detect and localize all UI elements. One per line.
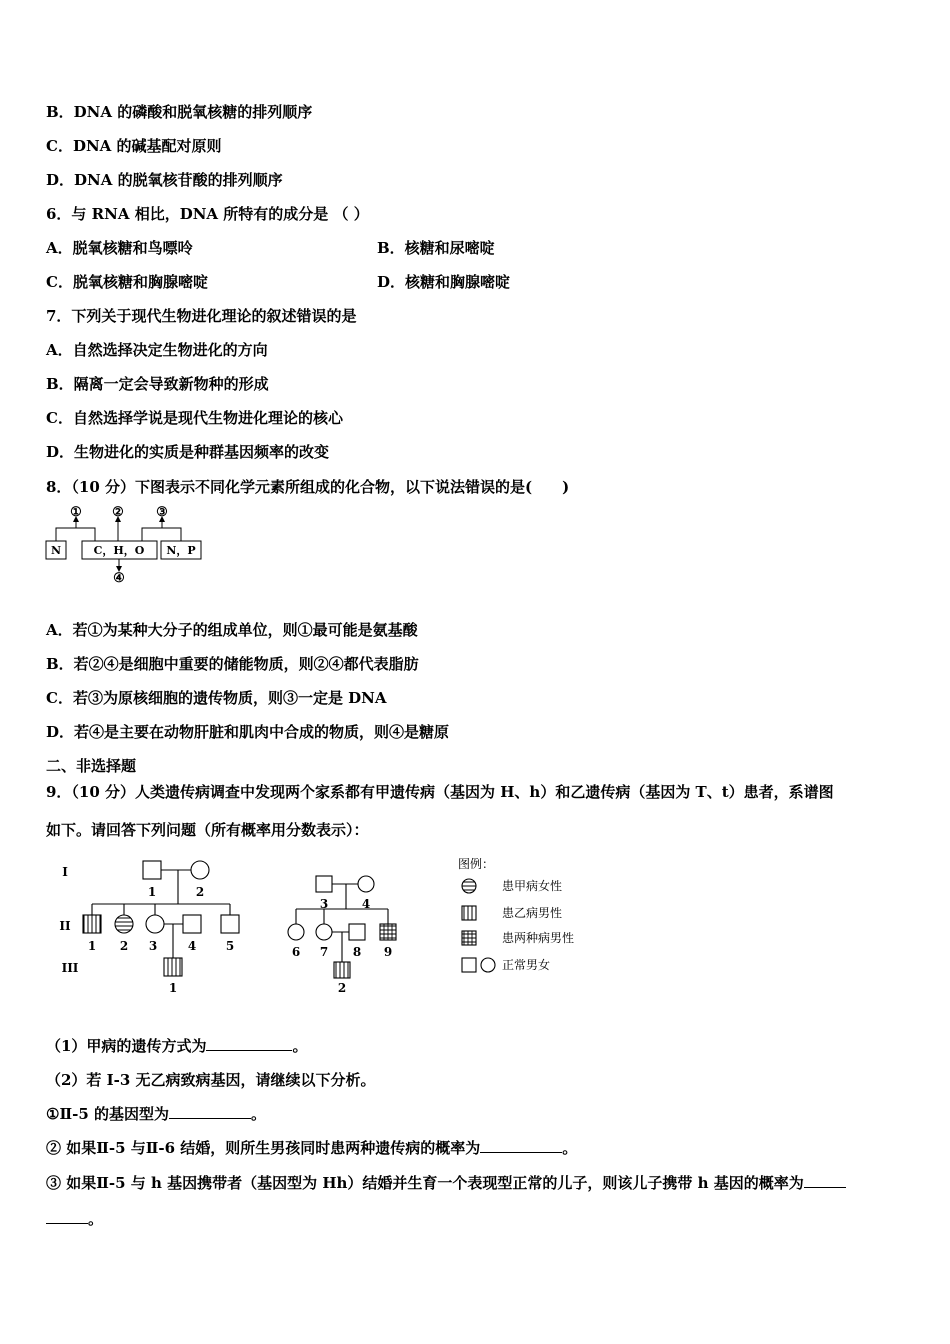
q9-part1-end: 。 — [292, 1037, 308, 1055]
label-3: ③ — [156, 505, 168, 520]
q9-stem-line2: 如下。请回答下列问题（所有概率用分数表示）： — [46, 821, 369, 839]
q9-part2-2-text: ② 如果Ⅱ-5 与Ⅱ-6 结婚，则所生男孩同时患两种遗传病的概率为 — [46, 1139, 481, 1157]
q5-option-d: D．DNA 的脱氧核苷酸的排列顺序 — [46, 171, 283, 189]
q9-part1-text: （1）甲病的遗传方式为 — [46, 1037, 207, 1055]
q6-stem: 6．与 RNA 相比，DNA 所特有的成分是 （ ） — [46, 205, 369, 223]
f1-gen3-number-1: 1 — [168, 981, 178, 995]
f2-gen2-number-6: 6 — [291, 945, 301, 959]
element-compound-diagram — [40, 503, 210, 588]
q9-part2-3-end: 。 — [88, 1210, 104, 1228]
q9-part2-1-end: 。 — [250, 1105, 266, 1123]
q8-option-d: D．若④是主要在动物肝脏和肌肉中合成的物质，则④是糖原 — [46, 723, 450, 741]
answer-blank-2[interactable] — [169, 1104, 251, 1119]
answer-blank-4b[interactable] — [46, 1209, 88, 1224]
q8-stem: 8．（10 分）下图表示不同化学元素所组成的化合物，以下说法错误的是( ) — [46, 478, 570, 496]
q6-option-a: A．脱氧核糖和鸟嘌呤 — [46, 239, 193, 257]
q5-option-c: C．DNA 的碱基配对原则 — [46, 137, 222, 155]
pedigree-chart — [50, 852, 610, 1002]
q7-option-c: C．自然选择学说是现代生物进化理论的核心 — [46, 409, 343, 427]
answer-blank-1[interactable] — [206, 1036, 292, 1051]
q9-part2-1 — [46, 1104, 266, 1124]
section-heading: 二、非选择题 — [46, 757, 137, 775]
label-1: ① — [70, 505, 82, 520]
q9-part2-2-end: 。 — [562, 1139, 578, 1157]
q7-option-b: B．隔离一定会导致新物种的形成 — [46, 375, 269, 393]
f2-gen3-number-2: 2 — [337, 981, 347, 995]
q8-option-c: C．若③为原核细胞的遗传物质，则③一定是 DNA — [46, 689, 387, 707]
f1-gen2-number-3: 3 — [148, 939, 158, 953]
q6-option-c: C．脱氧核糖和胸腺嘧啶 — [46, 273, 208, 291]
legend-item-2: 患乙病男性 — [502, 906, 563, 920]
q8-option-a: A．若①为某种大分子的组成单位，则①最可能是氨基酸 — [46, 621, 418, 639]
q9-part2-1-text: ①Ⅱ-5 的基因型为 — [46, 1105, 169, 1123]
label-2: ② — [112, 505, 124, 520]
f2-gen2-number-8: 8 — [352, 945, 362, 959]
q9-part2-3-cont — [46, 1209, 103, 1229]
f1-gen2-number-5: 5 — [225, 939, 235, 953]
box-cho-label: C，H，O — [93, 544, 145, 557]
q9-part1 — [46, 1036, 307, 1056]
f1-gen1-number-1: 1 — [147, 885, 157, 899]
legend-item-1: 患甲病女性 — [502, 879, 563, 893]
f2-gen2-number-7: 7 — [319, 945, 329, 959]
gen-label-2: II — [59, 919, 71, 933]
f1-gen2-number-4: 4 — [187, 939, 197, 953]
answer-blank-3[interactable] — [480, 1138, 562, 1153]
q6-option-d: D．核糖和胸腺嘧啶 — [377, 273, 511, 291]
box-n-label: N — [50, 544, 62, 557]
q7-option-a: A．自然选择决定生物进化的方向 — [46, 341, 268, 359]
legend-title: 图例： — [458, 857, 495, 871]
answer-blank-4a[interactable] — [804, 1173, 846, 1188]
q5-option-b: B．DNA 的磷酸和脱氧核糖的排列顺序 — [46, 103, 313, 121]
q9-part2: （2）若 I-3 无乙病致病基因，请继续以下分析。 — [46, 1071, 376, 1089]
f2-gen1-number-4: 4 — [361, 897, 371, 911]
q9-part2-2 — [46, 1138, 577, 1158]
gen-label-3: III — [61, 961, 79, 975]
f2-gen1-number-3: 3 — [319, 897, 329, 911]
f2-gen2-number-9: 9 — [383, 945, 393, 959]
f1-gen1-number-2: 2 — [195, 885, 205, 899]
q8-option-b: B．若②④是细胞中重要的储能物质，则②④都代表脂肪 — [46, 655, 419, 673]
q6-option-b: B．核糖和尿嘧啶 — [377, 239, 495, 257]
q9-stem-line1: 9．（10 分）人类遗传病调查中发现两个家系都有甲遗传病（基因为 H、h）和乙遗传病（基因为 T、t）患者，系谱图 — [46, 783, 834, 801]
legend-item-3: 患两种病男性 — [502, 931, 575, 945]
q7-stem: 7．下列关于现代生物进化理论的叙述错误的是 — [46, 307, 357, 325]
q9-part2-3-text: ③ 如果Ⅱ-5 与 h 基因携带者（基因型为 Hh）结婚并生育一个表现型正常的儿子，则该儿子携带 h 基因的概率为 — [46, 1174, 804, 1192]
q7-option-d: D．生物进化的实质是种群基因频率的改变 — [46, 443, 330, 461]
label-4: ④ — [113, 571, 125, 586]
q9-part2-3 — [46, 1173, 846, 1193]
gen-label-1: I — [62, 865, 68, 879]
legend-item-4: 正常男女 — [502, 958, 551, 972]
f1-gen2-number-2: 2 — [119, 939, 129, 953]
box-np-label: N，P — [166, 544, 196, 557]
f1-gen2-number-1: 1 — [87, 939, 97, 953]
